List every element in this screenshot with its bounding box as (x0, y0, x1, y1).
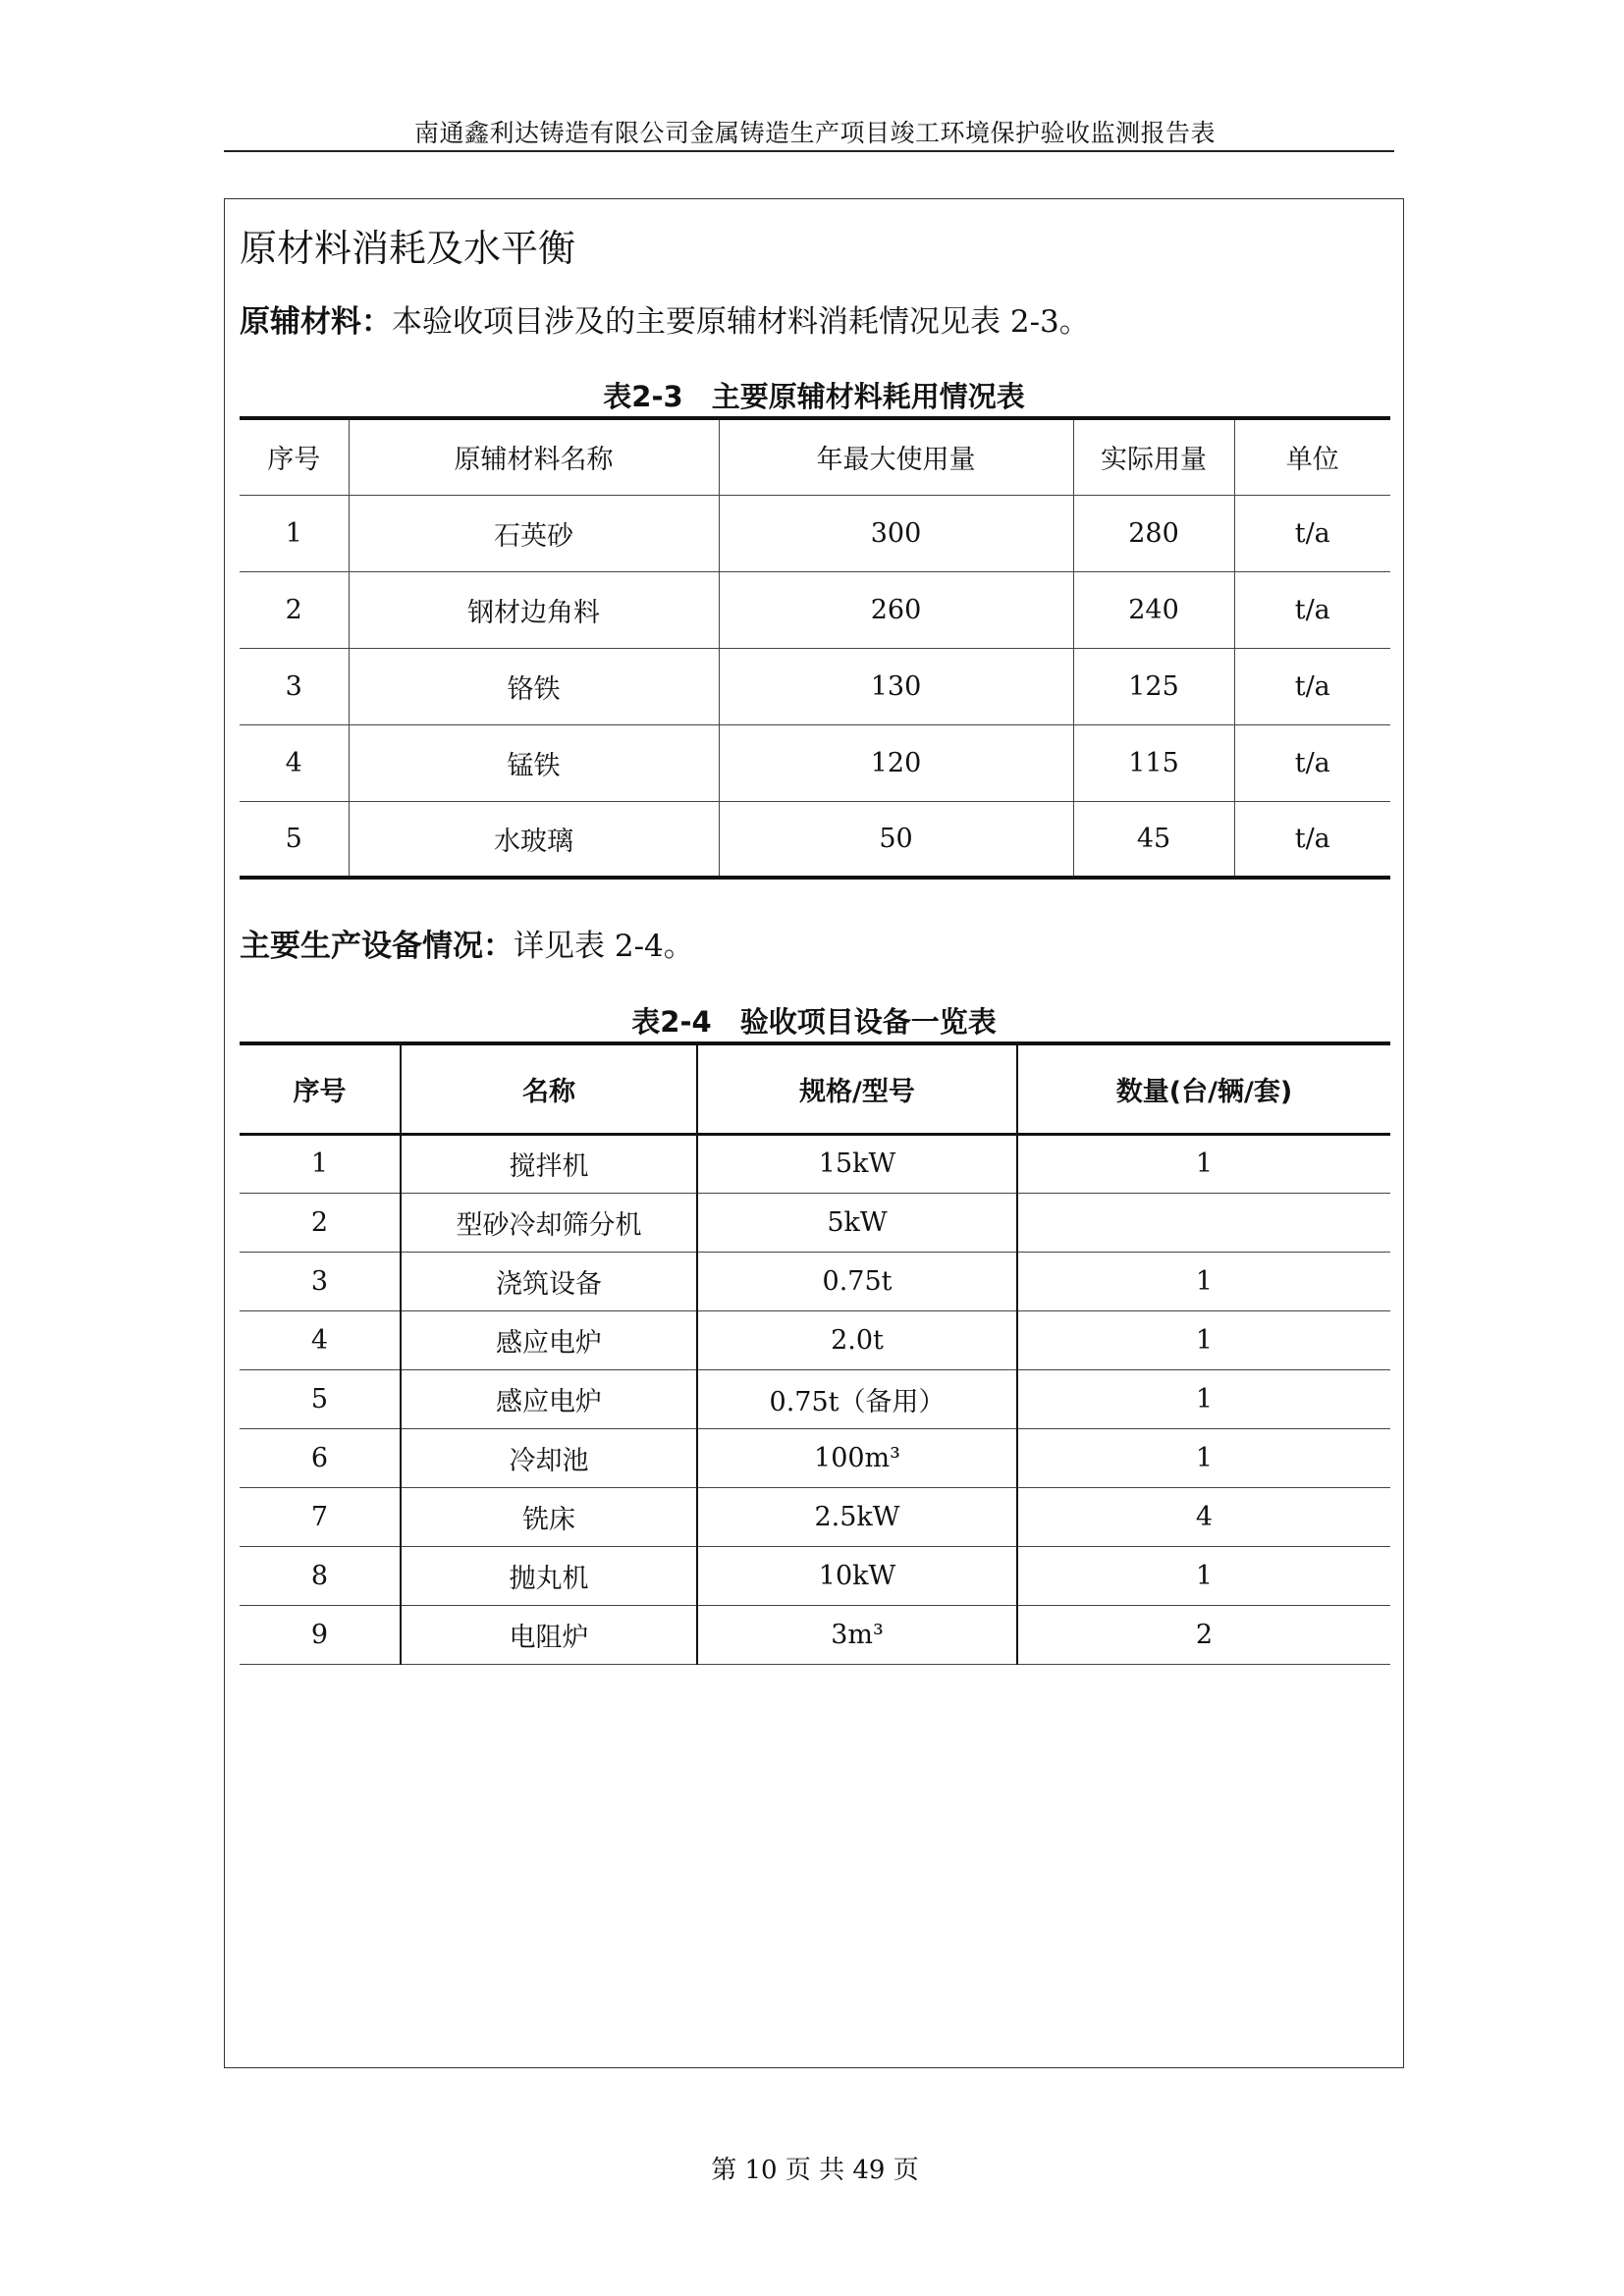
header-cell-material-name: 原辅材料名称 (349, 418, 719, 495)
materials-intro-label: 原辅材料： (240, 304, 392, 340)
header-cell-actual-usage: 实际用量 (1073, 418, 1234, 495)
header-cell-unit: 单位 (1234, 418, 1390, 495)
cell-index: 2 (240, 1193, 401, 1252)
cell-spec: 5kW (697, 1193, 1017, 1252)
cell-name: 冷却池 (401, 1428, 697, 1487)
cell-spec: 0.75t（备用） (697, 1369, 1017, 1428)
equipment-table (240, 1041, 1390, 1665)
cell-name: 型砂冷却筛分机 (401, 1193, 697, 1252)
cell-index: 1 (240, 495, 349, 571)
table-header-row (240, 418, 1390, 495)
cell-unit: t/a (1234, 495, 1390, 571)
cell-index: 5 (240, 1369, 401, 1428)
cell-quantity: 1 (1017, 1134, 1390, 1193)
table-row (240, 1193, 1390, 1252)
table-row (240, 648, 1390, 724)
cell-max-usage: 50 (719, 801, 1073, 878)
table-row (240, 1428, 1390, 1487)
equipment-intro-label: 主要生产设备情况： (240, 929, 514, 964)
cell-max-usage: 300 (719, 495, 1073, 571)
cell-max-usage: 120 (719, 724, 1073, 801)
cell-material-name: 钢材边角料 (349, 571, 719, 648)
cell-index: 8 (240, 1546, 401, 1605)
header-cell-name: 名称 (401, 1043, 697, 1134)
cell-index: 4 (240, 724, 349, 801)
cell-index: 9 (240, 1605, 401, 1664)
cell-index: 3 (240, 1252, 401, 1310)
cell-index: 6 (240, 1428, 401, 1487)
cell-name: 搅拌机 (401, 1134, 697, 1193)
cell-name: 抛丸机 (401, 1546, 697, 1605)
materials-intro-text: 本验收项目涉及的主要原辅材料消耗情况见表 2-3。 (392, 304, 1090, 340)
cell-spec: 15kW (697, 1134, 1017, 1193)
cell-material-name: 石英砂 (349, 495, 719, 571)
cell-material-name: 锰铁 (349, 724, 719, 801)
table-row (240, 724, 1390, 801)
cell-spec: 10kW (697, 1546, 1017, 1605)
cell-unit: t/a (1234, 571, 1390, 648)
cell-name: 铣床 (401, 1487, 697, 1546)
table-row (240, 1369, 1390, 1428)
header-cell-index: 序号 (240, 1043, 401, 1134)
cell-spec: 2.0t (697, 1310, 1017, 1369)
materials-table (240, 416, 1390, 880)
cell-quantity: 2 (1017, 1605, 1390, 1664)
cell-unit: t/a (1234, 801, 1390, 878)
table-row (240, 1605, 1390, 1664)
table-row (240, 1134, 1390, 1193)
cell-unit: t/a (1234, 724, 1390, 801)
materials-intro-paragraph (240, 296, 1090, 341)
cell-actual-usage: 280 (1073, 495, 1234, 571)
header-cell-max-usage: 年最大使用量 (719, 418, 1073, 495)
cell-spec: 100m³ (697, 1428, 1017, 1487)
cell-max-usage: 130 (719, 648, 1073, 724)
table-row (240, 495, 1390, 571)
cell-index: 3 (240, 648, 349, 724)
cell-name: 电阻炉 (401, 1605, 697, 1664)
header-cell-index: 序号 (240, 418, 349, 495)
cell-spec: 2.5kW (697, 1487, 1017, 1546)
cell-quantity: 1 (1017, 1252, 1390, 1310)
table-header-row (240, 1043, 1390, 1134)
cell-quantity: 1 (1017, 1310, 1390, 1369)
equipment-intro-text: 详见表 2-4。 (514, 929, 694, 964)
page-number-footer: 第 10 页 共 49 页 (711, 2156, 919, 2185)
table-row (240, 1252, 1390, 1310)
cell-quantity: 4 (1017, 1487, 1390, 1546)
cell-index: 4 (240, 1310, 401, 1369)
cell-index: 2 (240, 571, 349, 648)
cell-actual-usage: 240 (1073, 571, 1234, 648)
header-cell-quantity: 数量(台/辆/套) (1017, 1043, 1390, 1134)
cell-material-name: 水玻璃 (349, 801, 719, 878)
table-2-3-caption: 表2-3 主要原辅材料耗用情况表 (603, 380, 1025, 413)
cell-quantity: 1 (1017, 1546, 1390, 1605)
table-row (240, 1546, 1390, 1605)
header-cell-spec: 规格/型号 (697, 1043, 1017, 1134)
cell-unit: t/a (1234, 648, 1390, 724)
cell-spec: 3m³ (697, 1605, 1017, 1664)
cell-actual-usage: 115 (1073, 724, 1234, 801)
cell-name: 感应电炉 (401, 1369, 697, 1428)
table-row (240, 1310, 1390, 1369)
cell-actual-usage: 45 (1073, 801, 1234, 878)
table-row (240, 571, 1390, 648)
table-row (240, 1487, 1390, 1546)
section-title: 原材料消耗及水平衡 (240, 227, 576, 270)
cell-quantity: 1 (1017, 1428, 1390, 1487)
cell-spec: 0.75t (697, 1252, 1017, 1310)
cell-name: 感应电炉 (401, 1310, 697, 1369)
cell-index: 5 (240, 801, 349, 878)
equipment-intro-paragraph (240, 921, 694, 965)
cell-material-name: 铬铁 (349, 648, 719, 724)
cell-index: 7 (240, 1487, 401, 1546)
cell-quantity: 1 (1017, 1369, 1390, 1428)
table-2-4-caption: 表2-4 验收项目设备一览表 (631, 1005, 997, 1039)
cell-quantity (1017, 1193, 1390, 1252)
header-divider (224, 150, 1394, 152)
table-row (240, 801, 1390, 878)
cell-index: 1 (240, 1134, 401, 1193)
page-header-title: 南通鑫利达铸造有限公司金属铸造生产项目竣工环境保护验收监测报告表 (413, 119, 1216, 147)
cell-max-usage: 260 (719, 571, 1073, 648)
cell-name: 浇筑设备 (401, 1252, 697, 1310)
cell-actual-usage: 125 (1073, 648, 1234, 724)
